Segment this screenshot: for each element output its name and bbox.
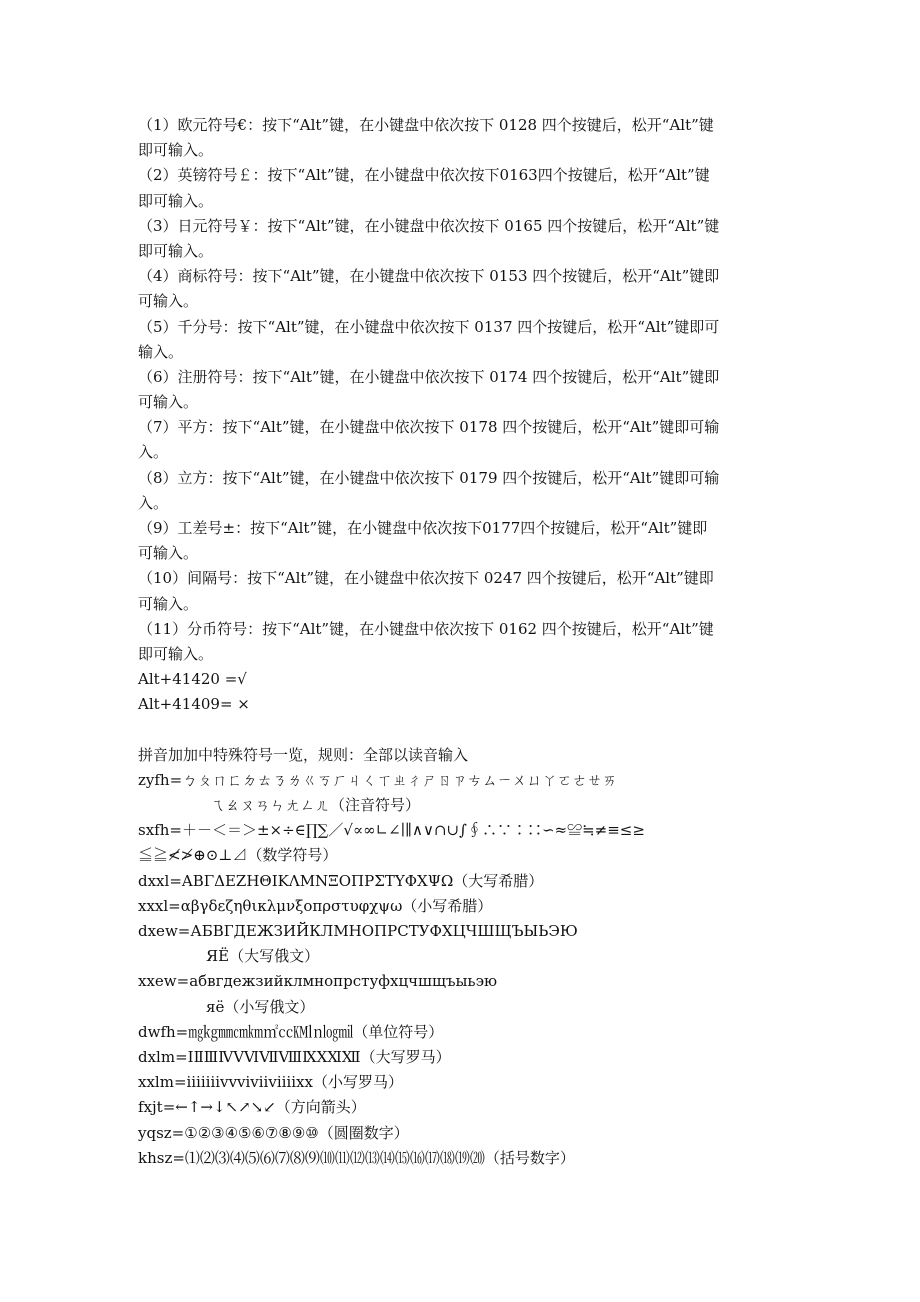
alt-code-item [138,415,788,465]
symbol-line: zyfh=ㄅㄆㄇㄈㄉㄊㄋㄌㄍㄎㄏㄐㄑㄒㄓㄔㄕㄖㄗㄘㄙㄧㄨㄩㄚㄛㄜㄝㄞ [138,770,618,789]
symbol-line: sxfh=＋－＜＝＞±×÷∈∏∑／√∝∞∟∠∣∥∧∨∩∪∫∮∴∵∶∷∽≈≌≒≠≡≤≥ [138,821,645,840]
item-line-continued: 即可输入。 [138,141,214,160]
item-line-continued: 即可输入。 [138,191,214,210]
symbol-line-continued: ЯЁ（大写俄文） [206,947,320,966]
alt-code-item [138,163,788,213]
alt-code-times: Alt+41409= × [138,695,250,714]
item-line-continued: 入。 [138,493,169,512]
symbol-line-continued: ㄟㄠㄡㄢㄣㄤㄥㄦ（注音符号） [210,796,421,815]
symbol-group-khsz: khsz=⑴⑵⑶⑷⑸⑹⑺⑻⑼⑽⑾⑿⒀⒁⒂⒃⒄⒅⒆⒇（括号数字） [138,1148,575,1167]
symbol-line-continued: яё（小写俄文） [206,997,315,1016]
item-line-continued: 可输入。 [138,544,199,563]
item-line: （10）间隔号：按下“Alt”键，在小键盘中依次按下 0247 四个按键后，松开“Alt”键即 [138,569,714,588]
blank-line [138,718,788,743]
symbol-group-dwfh: dwfh=㎎㎏㎜㎝㎞㎡㏄㏎㏑㏒㏕（单位符号） [138,1022,444,1041]
item-line-continued: 即可输入。 [138,241,214,260]
item-line: （5）千分号：按下“Alt”键，在小键盘中依次按下 0137 四个按键后，松开“Alt”键即可 [138,317,720,336]
symbol-group-dxxl: dxxl=ΑΒΓΔΕΖΗΘΙΚΛΜΝΞΟΠΡΣΤΥΦΧΨΩ（大写希腊） [138,871,544,890]
item-line: （1）欧元符号€：按下“Alt”键，在小键盘中依次按下 0128 四个按键后，松开“Alt”键 [138,116,714,134]
document-body [138,113,788,1171]
item-line-continued: 入。 [138,443,169,462]
item-line-continued: 可输入。 [138,393,199,412]
symbol-group-dxlm: dxlm=ⅠⅡⅢⅣⅤⅥⅦⅧⅨⅩⅪⅫ（大写罗马） [138,1047,451,1066]
item-line-continued: 输入。 [138,342,184,361]
alt-code-item [138,466,788,516]
alt-code-item [138,264,788,314]
item-line-continued: 可输入。 [138,594,199,613]
alt-code-item [138,315,788,365]
alt-code-item [138,365,788,415]
symbol-line: xxew=абвгдежзийклмнопрстуфхцчшщъыьэю [138,972,498,991]
item-line-continued: 即可输入。 [138,644,214,663]
symbol-line: dxew=АБВГДЕЖЗИЙКЛМНОПРСТУФХЦЧШЩЪЫЬЭЮ [138,922,578,940]
item-line-continued: 可输入。 [138,292,199,311]
symbol-line-continued: ≦≧≮≯⊕⊙⊥⊿（数学符号） [138,846,338,865]
symbol-group-sxfh [138,818,788,868]
item-line: （3）日元符号￥：按下“Alt”键，在小键盘中依次按下 0165 四个按键后，松开“Alt”键 [138,216,720,235]
item-line: （11）分币符号：按下“Alt”键，在小键盘中依次按下 0162 四个按键后，松开“Alt”键 [138,619,714,638]
symbol-group-xxlm: xxlm=ⅰⅱⅲⅳⅴⅵⅶⅷⅸⅹ（小写罗马） [138,1073,403,1092]
alt-code-item [138,214,788,264]
item-line: （6）注册符号：按下“Alt”键，在小键盘中依次按下 0174 四个按键后，松开“Alt”键即 [138,367,720,386]
symbol-group-xxew [138,969,788,1019]
symbol-group-xxxl: xxxl=αβγδεζηθικλμνξοπρστυφχψω（小写希腊） [138,896,493,915]
item-line: （4）商标符号：按下“Alt”键，在小键盘中依次按下 0153 四个按键后，松开“Alt”键即 [138,267,720,286]
item-line: （2）英镑符号￡：按下“Alt”键，在小键盘中依次按下0163四个按键后，松开“Alt”键 [138,166,710,185]
alt-code-item [138,113,788,163]
symbol-group-dxew [138,919,788,969]
symbol-group-yqsz: yqsz=①②③④⑤⑥⑦⑧⑨⑩（圆圈数字） [138,1123,409,1142]
item-line: （8）立方：按下“Alt”键，在小键盘中依次按下 0179 四个按键后，松开“Alt”键即可输 [138,468,720,487]
alt-code-item [138,566,788,616]
alt-code-item [138,617,788,667]
alt-code-item [138,516,788,566]
symbol-group-fxjt: fxjt=←↑→↓↖↗↘↙（方向箭头） [138,1098,366,1117]
item-line: （7）平方：按下“Alt”键，在小键盘中依次按下 0178 四个按键后，松开“Alt”键即可输 [138,418,720,437]
alt-code-sqrt: Alt+41420 =√ [138,670,247,689]
symbol-group-zyfh [138,768,788,818]
pinyin-section-heading: 拼音加加中特殊符号一览，规则：全部以读音输入 [138,745,469,764]
item-line: （9）工差号±：按下“Alt”键，在小键盘中依次按下0177四个按键后，松开“Alt”键即 [138,519,708,537]
